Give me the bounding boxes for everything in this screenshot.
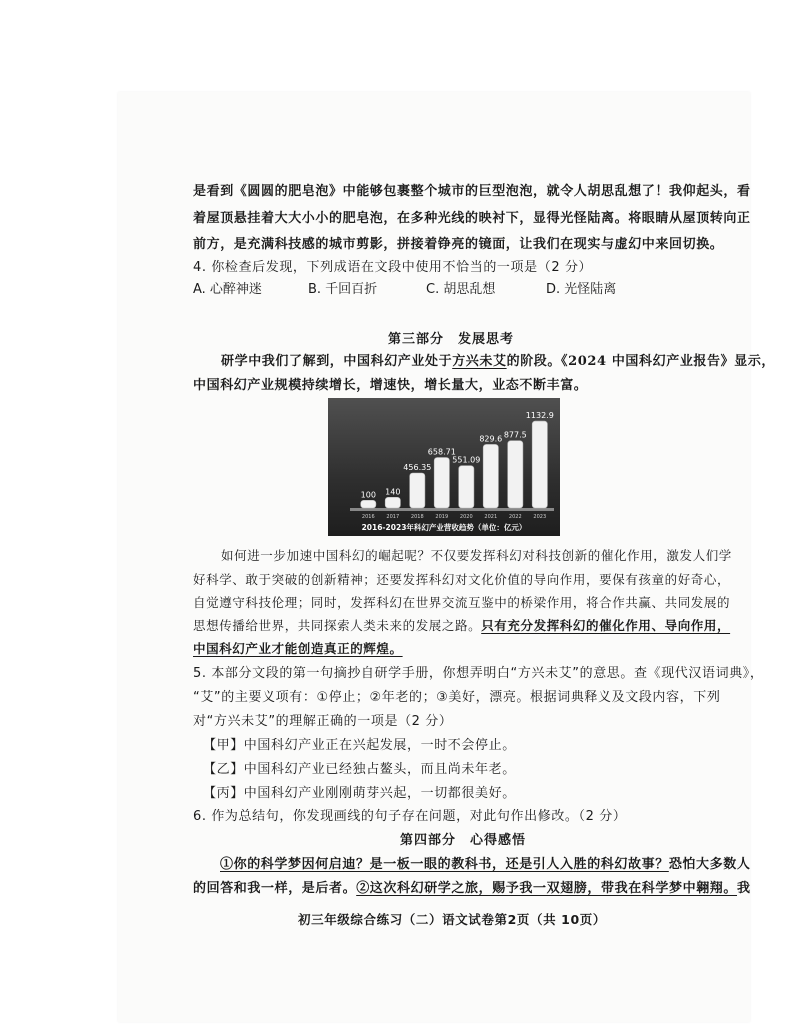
question-4-stem: 4. 你检查后发现，下列成语在文段中使用不恰当的一项是（2 分） bbox=[193, 260, 593, 275]
part-4-title: 第四部分 心得感悟 bbox=[400, 833, 527, 848]
chart-bar-2016 bbox=[361, 500, 376, 508]
question-6: 6. 作为总结句，你发现画线的句子存在问题，对此句作出修改。（2 分） bbox=[193, 809, 627, 824]
chart-tick-label: 2016 bbox=[361, 514, 375, 520]
choice-jia: 【甲】中国科幻产业正在兴起发展，一时不会停止。 bbox=[203, 738, 516, 753]
chart-value-label: 551.09 bbox=[452, 455, 481, 465]
paragraph-line: 思想传播给世界，共同探索人类未来的发展之路。只有充分发挥科幻的催化作用、导向作用， bbox=[193, 618, 731, 633]
chart-tick-label: 2023 bbox=[533, 514, 547, 520]
chart-tick-label: 2022 bbox=[508, 514, 522, 520]
chart-title: 2016-2023年科幻产业营收趋势（单位：亿元） bbox=[361, 523, 527, 532]
part-4-line: ①你的科学梦因何启迪？是一板一眼的教科书，还是引人入胜的科幻故事？恐怕大多数人 bbox=[220, 857, 751, 872]
chart-tick-label: 2021 bbox=[484, 514, 498, 520]
chart-value-label: 140 bbox=[385, 487, 401, 497]
chart-tick-label: 2020 bbox=[459, 514, 473, 520]
option-c: C. 胡思乱想 bbox=[426, 282, 496, 297]
paragraph-line: 前方，是充满科技感的城市剪影，拼接着铮亮的镜面，让我们在现实与虚幻中来回切换。 bbox=[193, 237, 724, 252]
option-a: A. 心醉神迷 bbox=[193, 282, 262, 297]
chart-value-label: 829.6 bbox=[479, 434, 503, 444]
chart-tick-label: 2019 bbox=[435, 514, 449, 520]
chart-tick-label: 2018 bbox=[410, 514, 424, 520]
underlined-sentence-end: 中国科幻产业才能创造真正的辉煌。 bbox=[193, 641, 403, 656]
option-d: D. 光怪陆离 bbox=[546, 282, 617, 297]
question-5-line: “艾”的主要义项有：①停止；②年老的；③美好，漂亮。根据词典释义及文段内容，下列 bbox=[193, 690, 721, 705]
chart-value-label: 456.35 bbox=[403, 463, 432, 472]
page-footer: 初三年级综合练习（二）语文试卷第2页（共 10页） bbox=[298, 912, 606, 927]
bar-chart bbox=[328, 398, 560, 536]
chart-value-label: 877.5 bbox=[503, 430, 527, 440]
underlined-sentence-1: ①你的科学梦因何启迪？是一板一眼的教科书，还是引人入胜的科幻故事？ bbox=[220, 857, 669, 872]
part-3-intro-line-2: 中国科幻产业规模持续增长，增速快，增长量大，业态不断丰富。 bbox=[193, 378, 588, 393]
paragraph-line: 着屋顶悬挂着大大小小的肥皂泡，在多种光线的映衬下，显得光怪陆离。将眼睛从屋顶转向正 bbox=[193, 211, 751, 226]
part-3-title: 第三部分 发展思考 bbox=[388, 332, 515, 347]
chart-bar-2017 bbox=[385, 497, 400, 508]
choice-yi: 【乙】中国科幻产业已经独占鳌头，而且尚未年老。 bbox=[203, 762, 516, 777]
chart-value-label: 1132.9 bbox=[525, 411, 554, 421]
option-b: B. 千回百折 bbox=[308, 282, 378, 297]
paragraph-line: 好科学、敢于突破的创新精神；还要发挥科幻对文化价值的导向作用，要保有孩童的好奇心， bbox=[193, 572, 731, 587]
chart-bar-2022 bbox=[508, 441, 523, 508]
question-4-options bbox=[193, 278, 713, 298]
chart-value-label: 100 bbox=[360, 490, 376, 500]
question-5-line: 5. 本部分文段的第一句摘抄自研学手册，你想弄明白“方兴未艾”的意思。查《现代汉语词典》， bbox=[193, 666, 764, 681]
paragraph-line: 如何进一步加速中国科幻的崛起呢？不仅要发挥科幻对科技创新的催化作用，激发人们学 bbox=[221, 548, 732, 563]
bar-chart-svg bbox=[328, 398, 560, 536]
question-5-line: 对“方兴未艾”的理解正确的一项是（2 分） bbox=[193, 714, 453, 729]
underlined-sentence-2: ②这次科幻研学之旅，赐予我一双翅膀，带我在科学梦中翱翔。 bbox=[356, 881, 738, 896]
choice-bing: 【丙】中国科幻产业刚刚萌芽兴起，一切都很美好。 bbox=[203, 786, 516, 801]
underlined-sentence: 只有充分发挥科幻的催化作用、导向作用， bbox=[481, 618, 731, 633]
chart-bar-2018 bbox=[410, 473, 425, 508]
chart-bar-2020 bbox=[459, 466, 474, 508]
paragraph-line: 是看到《圆圆的肥皂泡》中能够包裹整个城市的巨型泡泡，就令人胡思乱想了！我仰起头，看 bbox=[193, 184, 751, 199]
part-3-intro-line: 研学中我们了解到，中国科幻产业处于方兴未艾的阶段。《2024 中国科幻产业报告》显示， bbox=[221, 354, 776, 369]
term-fangxingweiai: 方兴未艾 bbox=[452, 354, 507, 369]
chart-bar-2019 bbox=[434, 458, 449, 509]
part-4-line: 的回答和我一样，是后者。②这次科幻研学之旅，赐予我一双翅膀，带我在科学梦中翱翔。我 bbox=[193, 881, 751, 896]
chart-value-label: 658.71 bbox=[427, 447, 456, 457]
chart-bar-2023 bbox=[532, 421, 547, 508]
paragraph-line: 自觉遵守科技伦理；同时，发挥科幻在世界交流互鉴中的桥梁作用，将合作共赢、共同发展的 bbox=[193, 595, 731, 610]
chart-tick-label: 2017 bbox=[386, 514, 400, 520]
chart-baseline bbox=[350, 508, 554, 511]
chart-bar-2021 bbox=[483, 444, 498, 508]
